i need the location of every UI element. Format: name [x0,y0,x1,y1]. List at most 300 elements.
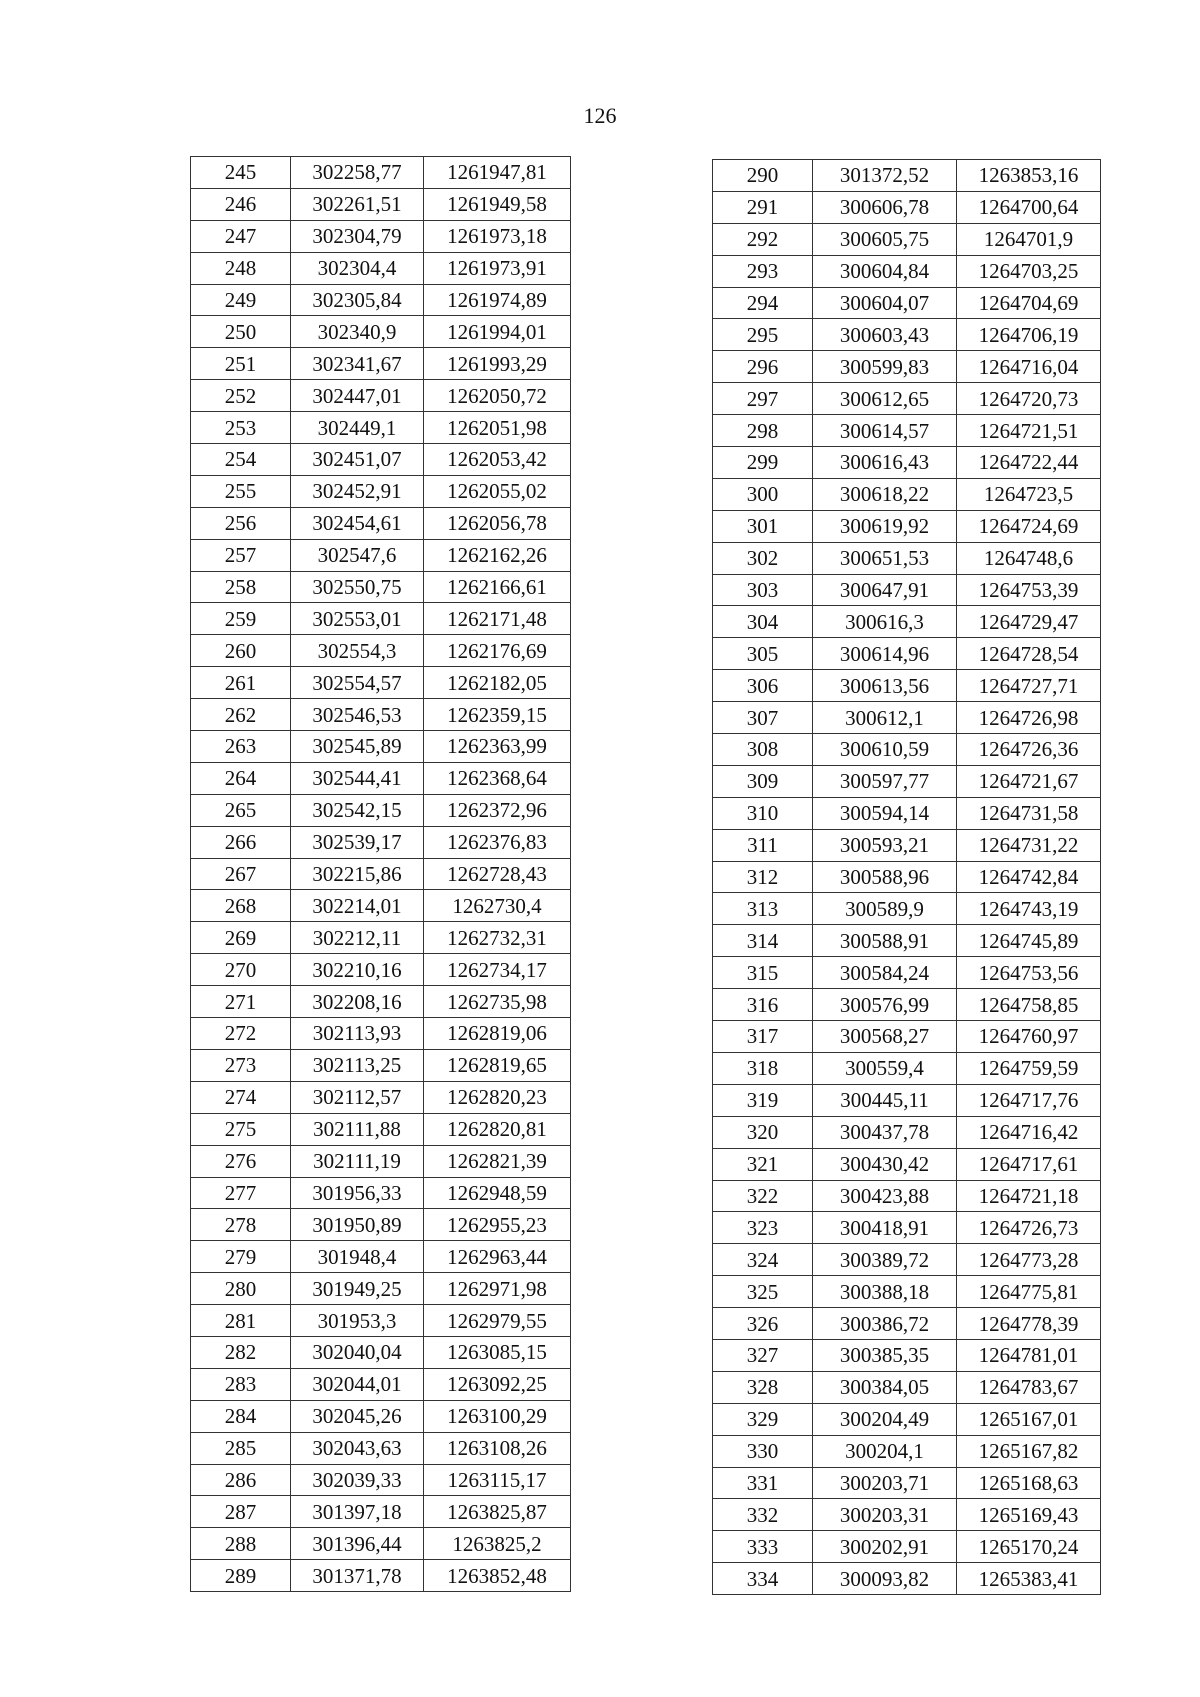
y-coordinate-cell: 1264742,84 [957,861,1101,893]
x-coordinate-cell: 300386,72 [813,1308,957,1340]
point-number-cell: 250 [191,316,291,348]
x-coordinate-cell: 302112,57 [291,1081,424,1113]
y-coordinate-cell: 1264773,28 [957,1244,1101,1276]
table-row [191,188,571,220]
table-row [713,191,1101,223]
point-number-cell: 294 [713,287,813,319]
table-row [191,699,571,731]
y-coordinate-cell: 1262368,64 [424,762,571,794]
y-coordinate-cell: 1263100,29 [424,1400,571,1432]
table-row [191,922,571,954]
y-coordinate-cell: 1263852,48 [424,1560,571,1592]
point-number-cell: 264 [191,762,291,794]
table-row [713,160,1101,192]
point-number-cell: 276 [191,1145,291,1177]
table-row [713,1563,1101,1595]
point-number-cell: 292 [713,223,813,255]
point-number-cell: 299 [713,447,813,479]
table-row [713,1212,1101,1244]
point-number-cell: 257 [191,539,291,571]
coordinates-table-right [712,159,1101,1595]
x-coordinate-cell: 300606,78 [813,191,957,223]
y-coordinate-cell: 1264731,58 [957,797,1101,829]
table-row [713,765,1101,797]
x-coordinate-cell: 300610,59 [813,734,957,766]
y-coordinate-cell: 1261973,91 [424,252,571,284]
x-coordinate-cell: 302341,67 [291,348,424,380]
point-number-cell: 332 [713,1499,813,1531]
point-number-cell: 278 [191,1209,291,1241]
x-coordinate-cell: 300389,72 [813,1244,957,1276]
point-number-cell: 309 [713,765,813,797]
table-row [191,1432,571,1464]
y-coordinate-cell: 1261974,89 [424,284,571,316]
x-coordinate-cell: 300619,92 [813,510,957,542]
y-coordinate-cell: 1262162,26 [424,539,571,571]
point-number-cell: 268 [191,890,291,922]
point-number-cell: 285 [191,1432,291,1464]
y-coordinate-cell: 1263825,87 [424,1496,571,1528]
y-coordinate-cell: 1264721,18 [957,1180,1101,1212]
y-coordinate-cell: 1264723,5 [957,478,1101,510]
x-coordinate-cell: 300603,43 [813,319,957,351]
table-row [191,954,571,986]
table-row [713,574,1101,606]
point-number-cell: 331 [713,1467,813,1499]
table-row [191,890,571,922]
table-row [713,1052,1101,1084]
table-row [191,507,571,539]
point-number-cell: 267 [191,858,291,890]
table-row [713,1371,1101,1403]
point-number-cell: 270 [191,954,291,986]
point-number-cell: 318 [713,1052,813,1084]
table-row [191,1209,571,1241]
x-coordinate-cell: 302304,4 [291,252,424,284]
y-coordinate-cell: 1262979,55 [424,1305,571,1337]
x-coordinate-cell: 302554,57 [291,667,424,699]
table-row [191,1145,571,1177]
table-row [713,861,1101,893]
point-number-cell: 273 [191,1049,291,1081]
y-coordinate-cell: 1265383,41 [957,1563,1101,1595]
table-row [191,316,571,348]
point-number-cell: 320 [713,1116,813,1148]
point-number-cell: 334 [713,1563,813,1595]
point-number-cell: 293 [713,255,813,287]
y-coordinate-cell: 1262055,02 [424,475,571,507]
point-number-cell: 289 [191,1560,291,1592]
table-row [191,380,571,412]
table-row [713,447,1101,479]
x-coordinate-cell: 300418,91 [813,1212,957,1244]
x-coordinate-cell: 302546,53 [291,699,424,731]
point-number-cell: 269 [191,922,291,954]
point-number-cell: 304 [713,606,813,638]
y-coordinate-cell: 1263853,16 [957,160,1101,192]
point-number-cell: 329 [713,1403,813,1435]
table-row [191,444,571,476]
point-number-cell: 265 [191,794,291,826]
x-coordinate-cell: 302554,3 [291,635,424,667]
x-coordinate-cell: 300593,21 [813,829,957,861]
y-coordinate-cell: 1264759,59 [957,1052,1101,1084]
table-row [713,319,1101,351]
point-number-cell: 259 [191,603,291,635]
y-coordinate-cell: 1263115,17 [424,1464,571,1496]
y-coordinate-cell: 1262053,42 [424,444,571,476]
y-coordinate-cell: 1261949,58 [424,188,571,220]
y-coordinate-cell: 1264783,67 [957,1371,1101,1403]
y-coordinate-cell: 1262963,44 [424,1241,571,1273]
y-coordinate-cell: 1263825,2 [424,1528,571,1560]
table-row [191,731,571,763]
table-row [713,542,1101,574]
table-row [191,1368,571,1400]
point-number-cell: 246 [191,188,291,220]
point-number-cell: 255 [191,475,291,507]
x-coordinate-cell: 302451,07 [291,444,424,476]
x-coordinate-cell: 300651,53 [813,542,957,574]
point-number-cell: 272 [191,1018,291,1050]
table-row [713,351,1101,383]
table-row [713,925,1101,957]
y-coordinate-cell: 1264704,69 [957,287,1101,319]
x-coordinate-cell: 302045,26 [291,1400,424,1432]
table-row [713,734,1101,766]
x-coordinate-cell: 300437,78 [813,1116,957,1148]
x-coordinate-cell: 302447,01 [291,380,424,412]
y-coordinate-cell: 1262050,72 [424,380,571,412]
x-coordinate-cell: 300616,43 [813,447,957,479]
y-coordinate-cell: 1264701,9 [957,223,1101,255]
y-coordinate-cell: 1262955,23 [424,1209,571,1241]
x-coordinate-cell: 302542,15 [291,794,424,826]
table-row [713,606,1101,638]
y-coordinate-cell: 1264700,64 [957,191,1101,223]
y-coordinate-cell: 1264753,56 [957,957,1101,989]
x-coordinate-cell: 302261,51 [291,188,424,220]
x-coordinate-cell: 300423,88 [813,1180,957,1212]
table-row [713,1308,1101,1340]
y-coordinate-cell: 1264726,73 [957,1212,1101,1244]
table-row [191,252,571,284]
x-coordinate-cell: 302208,16 [291,986,424,1018]
y-coordinate-cell: 1264748,6 [957,542,1101,574]
point-number-cell: 303 [713,574,813,606]
x-coordinate-cell: 300584,24 [813,957,957,989]
y-coordinate-cell: 1264716,04 [957,351,1101,383]
table-row [713,702,1101,734]
point-number-cell: 277 [191,1177,291,1209]
y-coordinate-cell: 1261994,01 [424,316,571,348]
y-coordinate-cell: 1265169,43 [957,1499,1101,1531]
table-row [713,1116,1101,1148]
table-row [191,412,571,444]
point-number-cell: 275 [191,1113,291,1145]
y-coordinate-cell: 1262732,31 [424,922,571,954]
table-row [713,1244,1101,1276]
x-coordinate-cell: 300614,96 [813,638,957,670]
x-coordinate-cell: 300588,96 [813,861,957,893]
point-number-cell: 279 [191,1241,291,1273]
table-row [191,826,571,858]
y-coordinate-cell: 1262819,65 [424,1049,571,1081]
y-coordinate-cell: 1264760,97 [957,1021,1101,1053]
table-row [191,1464,571,1496]
x-coordinate-cell: 302544,41 [291,762,424,794]
x-coordinate-cell: 300612,1 [813,702,957,734]
y-coordinate-cell: 1261947,81 [424,157,571,189]
x-coordinate-cell: 302044,01 [291,1368,424,1400]
y-coordinate-cell: 1264743,19 [957,893,1101,925]
point-number-cell: 323 [713,1212,813,1244]
x-coordinate-cell: 302039,33 [291,1464,424,1496]
point-number-cell: 328 [713,1371,813,1403]
point-number-cell: 271 [191,986,291,1018]
table-row [191,1496,571,1528]
table-row [713,510,1101,542]
x-coordinate-cell: 300388,18 [813,1276,957,1308]
y-coordinate-cell: 1264778,39 [957,1308,1101,1340]
table-row [191,1113,571,1145]
point-number-cell: 291 [713,191,813,223]
point-number-cell: 298 [713,415,813,447]
y-coordinate-cell: 1262372,96 [424,794,571,826]
table-row [713,797,1101,829]
point-number-cell: 280 [191,1273,291,1305]
y-coordinate-cell: 1262948,59 [424,1177,571,1209]
x-coordinate-cell: 302305,84 [291,284,424,316]
table-row [713,1531,1101,1563]
table-row [713,1148,1101,1180]
point-number-cell: 302 [713,542,813,574]
y-coordinate-cell: 1262176,69 [424,635,571,667]
x-coordinate-cell: 300568,27 [813,1021,957,1053]
y-coordinate-cell: 1262166,61 [424,571,571,603]
x-coordinate-cell: 302214,01 [291,890,424,922]
x-coordinate-cell: 300384,05 [813,1371,957,1403]
x-coordinate-cell: 302545,89 [291,731,424,763]
x-coordinate-cell: 302304,79 [291,220,424,252]
table-row [191,1336,571,1368]
table-row [713,383,1101,415]
y-coordinate-cell: 1262819,06 [424,1018,571,1050]
point-number-cell: 245 [191,157,291,189]
table-row [191,858,571,890]
table-row [191,539,571,571]
x-coordinate-cell: 301956,33 [291,1177,424,1209]
y-coordinate-cell: 1264728,54 [957,638,1101,670]
table-row [191,986,571,1018]
point-number-cell: 322 [713,1180,813,1212]
point-number-cell: 300 [713,478,813,510]
x-coordinate-cell: 302452,91 [291,475,424,507]
y-coordinate-cell: 1263085,15 [424,1336,571,1368]
x-coordinate-cell: 301371,78 [291,1560,424,1592]
x-coordinate-cell: 301953,3 [291,1305,424,1337]
y-coordinate-cell: 1265170,24 [957,1531,1101,1563]
y-coordinate-cell: 1264706,19 [957,319,1101,351]
x-coordinate-cell: 300093,82 [813,1563,957,1595]
point-number-cell: 263 [191,731,291,763]
coordinates-table-left [190,156,571,1592]
point-number-cell: 260 [191,635,291,667]
x-coordinate-cell: 302111,19 [291,1145,424,1177]
table-row [713,1021,1101,1053]
y-coordinate-cell: 1262171,48 [424,603,571,635]
table-row [191,284,571,316]
y-coordinate-cell: 1264775,81 [957,1276,1101,1308]
y-coordinate-cell: 1264720,73 [957,383,1101,415]
x-coordinate-cell: 300594,14 [813,797,957,829]
table-row [713,1339,1101,1371]
point-number-cell: 251 [191,348,291,380]
table-row [713,1180,1101,1212]
x-coordinate-cell: 302113,93 [291,1018,424,1050]
table-row [713,1435,1101,1467]
x-coordinate-cell: 300605,75 [813,223,957,255]
y-coordinate-cell: 1264724,69 [957,510,1101,542]
table-row [191,794,571,826]
x-coordinate-cell: 300597,77 [813,765,957,797]
table-row [713,1084,1101,1116]
x-coordinate-cell: 302454,61 [291,507,424,539]
point-number-cell: 297 [713,383,813,415]
table-row [713,893,1101,925]
x-coordinate-cell: 302040,04 [291,1336,424,1368]
point-number-cell: 327 [713,1339,813,1371]
table-row [713,638,1101,670]
x-coordinate-cell: 300204,49 [813,1403,957,1435]
table-row [191,1305,571,1337]
y-coordinate-cell: 1264722,44 [957,447,1101,479]
x-coordinate-cell: 301397,18 [291,1496,424,1528]
y-coordinate-cell: 1264727,71 [957,670,1101,702]
y-coordinate-cell: 1264717,76 [957,1084,1101,1116]
y-coordinate-cell: 1262820,23 [424,1081,571,1113]
point-number-cell: 325 [713,1276,813,1308]
point-number-cell: 333 [713,1531,813,1563]
point-number-cell: 283 [191,1368,291,1400]
point-number-cell: 252 [191,380,291,412]
x-coordinate-cell: 300599,83 [813,351,957,383]
point-number-cell: 286 [191,1464,291,1496]
table-row [191,1273,571,1305]
point-number-cell: 319 [713,1084,813,1116]
table-row [191,1081,571,1113]
table-row [191,475,571,507]
table-row [713,829,1101,861]
y-coordinate-cell: 1264721,51 [957,415,1101,447]
y-coordinate-cell: 1265167,82 [957,1435,1101,1467]
y-coordinate-cell: 1262182,05 [424,667,571,699]
table-row [713,1467,1101,1499]
x-coordinate-cell: 300202,91 [813,1531,957,1563]
x-coordinate-cell: 302215,86 [291,858,424,890]
point-number-cell: 261 [191,667,291,699]
point-number-cell: 317 [713,1021,813,1053]
table-row [191,1528,571,1560]
point-number-cell: 306 [713,670,813,702]
x-coordinate-cell: 301372,52 [813,160,957,192]
point-number-cell: 316 [713,989,813,1021]
point-number-cell: 295 [713,319,813,351]
point-number-cell: 262 [191,699,291,731]
y-coordinate-cell: 1264721,67 [957,765,1101,797]
y-coordinate-cell: 1264716,42 [957,1116,1101,1148]
point-number-cell: 296 [713,351,813,383]
y-coordinate-cell: 1262821,39 [424,1145,571,1177]
point-number-cell: 253 [191,412,291,444]
point-number-cell: 254 [191,444,291,476]
table-row [191,1177,571,1209]
x-coordinate-cell: 300445,11 [813,1084,957,1116]
table-row [191,603,571,635]
point-number-cell: 311 [713,829,813,861]
table-row [713,223,1101,255]
y-coordinate-cell: 1264745,89 [957,925,1101,957]
table-row [191,157,571,189]
x-coordinate-cell: 302111,88 [291,1113,424,1145]
point-number-cell: 315 [713,957,813,989]
y-coordinate-cell: 1264726,98 [957,702,1101,734]
x-coordinate-cell: 300385,35 [813,1339,957,1371]
x-coordinate-cell: 302113,25 [291,1049,424,1081]
x-coordinate-cell: 301949,25 [291,1273,424,1305]
table-row [713,1499,1101,1531]
table-row [713,989,1101,1021]
y-coordinate-cell: 1262728,43 [424,858,571,890]
y-coordinate-cell: 1262734,17 [424,954,571,986]
point-number-cell: 321 [713,1148,813,1180]
point-number-cell: 284 [191,1400,291,1432]
y-coordinate-cell: 1262376,83 [424,826,571,858]
x-coordinate-cell: 300614,57 [813,415,957,447]
x-coordinate-cell: 300604,07 [813,287,957,319]
x-coordinate-cell: 302212,11 [291,922,424,954]
table-row [191,635,571,667]
y-coordinate-cell: 1264717,61 [957,1148,1101,1180]
table-row [191,667,571,699]
x-coordinate-cell: 302043,63 [291,1432,424,1464]
x-coordinate-cell: 300203,71 [813,1467,957,1499]
y-coordinate-cell: 1264781,01 [957,1339,1101,1371]
x-coordinate-cell: 300647,91 [813,574,957,606]
table-row [713,1276,1101,1308]
y-coordinate-cell: 1262363,99 [424,731,571,763]
table-row [191,762,571,794]
point-number-cell: 288 [191,1528,291,1560]
point-number-cell: 305 [713,638,813,670]
y-coordinate-cell: 1261973,18 [424,220,571,252]
y-coordinate-cell: 1261993,29 [424,348,571,380]
x-coordinate-cell: 302553,01 [291,603,424,635]
y-coordinate-cell: 1263108,26 [424,1432,571,1464]
x-coordinate-cell: 300203,31 [813,1499,957,1531]
point-number-cell: 247 [191,220,291,252]
point-number-cell: 248 [191,252,291,284]
point-number-cell: 313 [713,893,813,925]
y-coordinate-cell: 1264731,22 [957,829,1101,861]
point-number-cell: 290 [713,160,813,192]
table-row [191,1241,571,1273]
y-coordinate-cell: 1264753,39 [957,574,1101,606]
x-coordinate-cell: 300589,9 [813,893,957,925]
x-coordinate-cell: 301948,4 [291,1241,424,1273]
point-number-cell: 307 [713,702,813,734]
point-number-cell: 249 [191,284,291,316]
